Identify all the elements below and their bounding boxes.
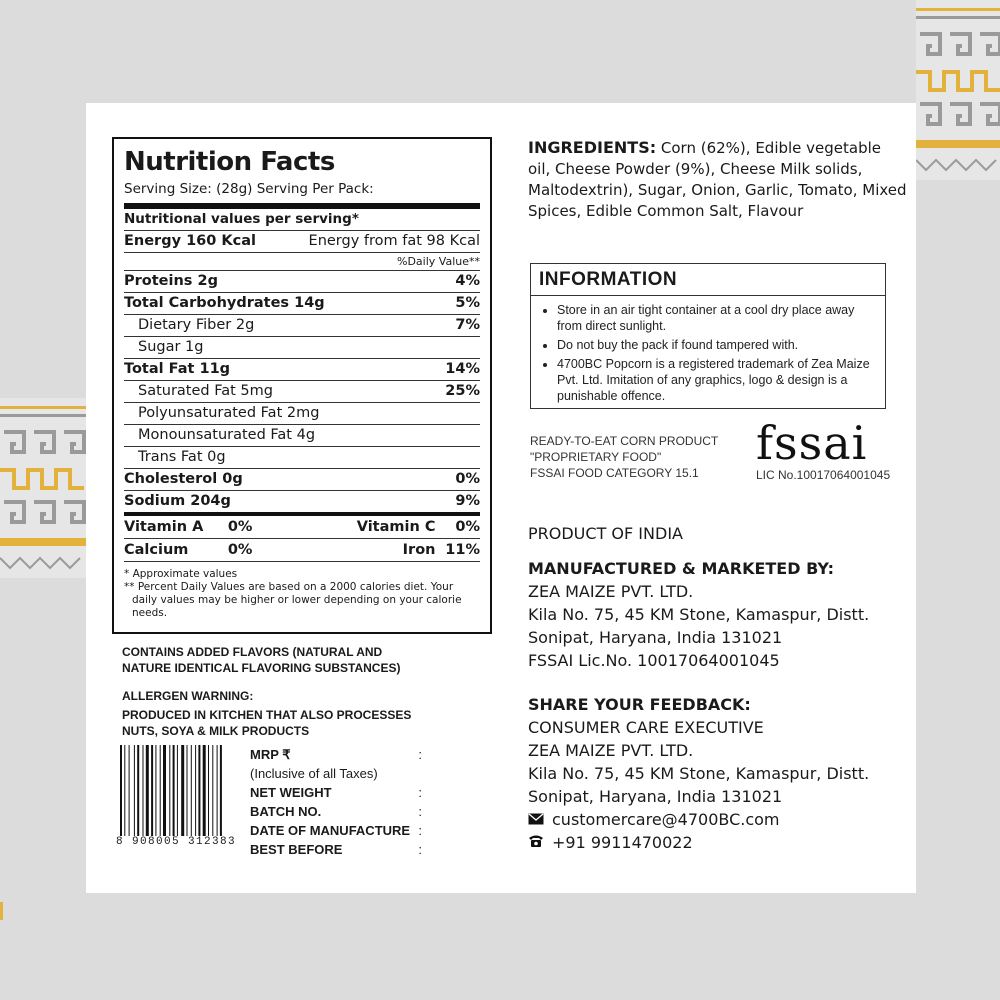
feedback-heading: SHARE YOUR FEEDBACK: [528,695,751,714]
ingredients [528,137,908,222]
feedback-line: Kila No. 75, 45 KM Stone, Kamaspur, Distt. [528,764,870,783]
vitamin-value: 0% [227,519,253,535]
information-box [530,263,886,409]
net-weight-row [250,783,422,802]
flavors-line-1: CONTAINS ADDED FLAVORS (NATURAL AND [122,645,383,659]
mrp-row [250,745,422,764]
flavors-notice [122,644,400,676]
nutrient-label: Cholesterol 0g [124,471,243,487]
energy-fat-label: Energy from fat 98 Kcal [308,233,480,249]
vitamin-value: 0% [455,519,480,535]
best-before-label: BEST BEFORE [250,842,343,857]
nutrient-row [124,315,480,337]
phone-icon [528,831,546,854]
nutrient-row [124,491,480,516]
barcode-bar [163,745,166,837]
footnote-daily-values: ** Percent Daily Values are based on a 2000 calories diet. Your daily values may be higher or lower depending on your calorie needs. [124,581,462,619]
nutrient-rows [124,271,480,516]
barcode-bar [120,745,122,837]
nutrient-daily-value: 14% [445,361,480,377]
nutrient-label: Proteins 2g [124,273,218,289]
information-heading: INFORMATION [531,268,885,296]
phone-link[interactable]: +91 9911470022 [552,833,693,852]
information-item: • Store in an air tight container at a cool dry place away from direct sunlight. [557,302,877,334]
information-list [539,302,877,404]
vitamin-label: Vitamin A [124,519,204,535]
inclusive-taxes-label: (Inclusive of all Taxes) [250,766,378,781]
barcode-bar [181,745,184,837]
mrp-label: MRP ₹ [250,747,291,762]
nutrient-label: Dietary Fiber 2g [138,317,255,333]
nutrient-row [124,425,480,447]
feedback-line: ZEA MAIZE PVT. LTD. [528,741,694,760]
phone-row [528,831,908,854]
manufacturer-line: Kila No. 75, 45 KM Stone, Kamaspur, Distt. [528,605,870,624]
barcode-bar [160,745,161,837]
allergen-warning [122,688,411,739]
vitamin-label: Iron [402,542,436,558]
vitamin-row [124,516,480,539]
vitamin-label: Vitamin C [356,519,436,535]
vitamin-value: 0% [227,542,253,558]
barcode-bar [124,745,125,837]
nutrient-label: Total Fat 11g [124,361,231,377]
fssai-logo: fssai [756,416,868,470]
barcode-bar [151,745,153,837]
vitamin-rows [124,516,480,562]
inclusive-row [250,764,422,783]
nutrient-row [124,403,480,425]
nutrient-daily-value: 7% [455,317,480,333]
nutrient-label: Saturated Fat 5mg [138,383,273,399]
barcode-bar [212,745,213,837]
energy-label: Energy 160 Kcal [124,233,256,249]
email-row [528,808,908,831]
nutrient-label: Monounsaturated Fat 4g [138,427,316,443]
per-serving-label: Nutritional values per serving* [124,211,359,227]
barcode-bar [217,745,218,837]
batch-row [250,802,422,821]
nutrient-label: Sodium 204g [124,493,231,509]
nutrient-row [124,337,480,359]
barcode-bar [137,745,139,837]
information-item: • Do not buy the pack if found tampered with. [557,337,877,353]
barcode-bar [129,745,130,837]
feedback-line: Sonipat, Haryana, India 131021 [528,787,783,806]
nutrient-row [124,359,480,381]
nutrient-daily-value: 0% [455,471,480,487]
barcode-bar [173,745,175,837]
nutrient-daily-value: 4% [455,273,480,289]
nutrient-daily-value: 5% [455,295,480,311]
manufacturer-heading: MANUFACTURED & MARKETED BY: [528,559,834,578]
gold-accent-mark [0,902,3,920]
nutrient-row [124,469,480,491]
price-panel [250,745,422,859]
colon: : [418,823,422,838]
barcode-bar [203,745,206,837]
ingredients-text: Corn (62%), Edible vegetable oil, Cheese Powder (9%), Cheese Milk solids, Maltodextrin), Sugar, Onion, Garlic, Tomato, Mixed Spices, Edible Common Salt, Flavour [528,139,907,220]
serving-size: Serving Size: (28g) Serving Per Pack: [124,181,480,209]
vitamin-row [124,539,480,562]
ingredients-heading: INGREDIENTS: [528,138,657,157]
colon: : [418,747,422,762]
product-type [530,433,718,481]
allergen-heading: ALLERGEN WARNING: [122,689,254,703]
per-serving-header [124,209,480,231]
daily-value-header: %Daily Value** [124,253,480,271]
barcode-bar [195,745,196,837]
nutrition-title: Nutrition Facts [124,147,335,177]
barcode-bar [187,745,188,837]
nutrition-footnotes [124,568,480,620]
barcode-bar [134,745,135,837]
mfg-date-label: DATE OF MANUFACTURE [250,823,411,838]
decorative-pattern-right [916,0,1000,180]
allergen-line-1: PRODUCED IN KITCHEN THAT ALSO PROCESSES [122,708,412,722]
barcode-bar [146,745,149,837]
manufacturer-block [528,557,908,672]
nutrient-daily-value: 9% [455,493,480,509]
barcode-bar [177,745,178,837]
barcode-bar [191,745,192,837]
barcode-bar [208,745,209,837]
nutrient-row [124,447,480,469]
decorative-pattern-left [0,398,86,578]
barcode-bar [169,745,170,837]
barcode-bar [155,745,156,837]
product-type-line-3: FSSAI FOOD CATEGORY 15.1 [530,466,699,480]
envelope-icon [528,808,546,831]
barcode-bar [143,745,144,837]
vitamin-label: Calcium [124,542,189,558]
mfg-date-row [250,821,422,840]
information-item: • 4700BC Popcorn is a registered trademark of Zea Maize Pvt. Ltd. Imitation of any graphics, logo & design is a punishable offence. [557,356,877,404]
nutrient-row [124,293,480,315]
net-weight-label: NET WEIGHT [250,785,332,800]
footnote-approx: * Approximate values [124,568,238,580]
nutrient-label: Trans Fat 0g [138,449,226,465]
nutrient-label: Polyunsaturated Fat 2mg [138,405,320,421]
flavors-line-2: NATURE IDENTICAL FLAVORING SUBSTANCES) [122,661,401,675]
nutrition-facts-panel [112,137,492,634]
colon: : [418,785,422,800]
manufacturer-line: Sonipat, Haryana, India 131021 [528,628,783,647]
fssai-license: LIC No.10017064001045 [756,468,891,482]
energy-row [124,231,480,253]
best-before-row [250,840,422,859]
barcode-number: 8 908005 312383 [116,836,237,848]
product-origin: PRODUCT OF INDIA [528,524,683,543]
barcode-bar [198,745,200,837]
nutrient-row [124,271,480,293]
allergen-line-2: NUTS, SOYA & MILK PRODUCTS [122,724,310,738]
feedback-block [528,693,908,854]
vitamin-value: 11% [445,542,480,558]
colon: : [418,804,422,819]
nutrient-daily-value: 25% [445,383,480,399]
feedback-line: CONSUMER CARE EXECUTIVE [528,718,764,737]
barcode-bar [220,745,222,837]
product-type-line-1: READY-TO-EAT CORN PRODUCT [530,434,719,448]
nutrient-label: Total Carbohydrates 14g [124,295,325,311]
fssai-badge [756,418,896,482]
product-label [86,103,916,893]
batch-label: BATCH NO. [250,804,322,819]
colon: : [418,842,422,857]
nutrient-row [124,381,480,403]
manufacturer-line: FSSAI Lic.No. 10017064001045 [528,651,780,670]
manufacturer-line: ZEA MAIZE PVT. LTD. [528,582,694,601]
email-link[interactable]: customercare@4700BC.com [552,810,780,829]
product-type-line-2: "PROPRIETARY FOOD" [530,450,662,464]
nutrient-label: Sugar 1g [138,339,204,355]
